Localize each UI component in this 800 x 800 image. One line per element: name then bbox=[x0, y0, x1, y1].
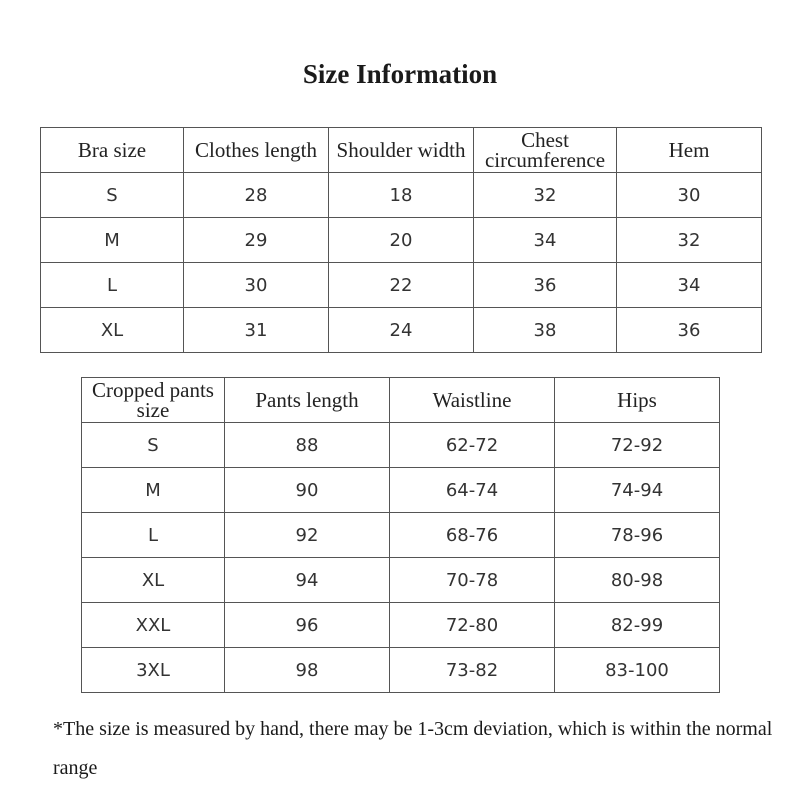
table-cell: 94 bbox=[225, 558, 390, 603]
header-cell: Hem bbox=[617, 128, 762, 173]
table-row bbox=[41, 308, 762, 353]
table-cell: 20 bbox=[329, 218, 474, 263]
table-row bbox=[82, 648, 720, 693]
table-cell: XL bbox=[41, 308, 184, 353]
table-cell: 32 bbox=[617, 218, 762, 263]
table-cell: 30 bbox=[617, 173, 762, 218]
table-row bbox=[82, 558, 720, 603]
header-cell: Bra size bbox=[41, 128, 184, 173]
table-cell: 32 bbox=[474, 173, 617, 218]
table-cell: XXL bbox=[82, 603, 225, 648]
table-cell: 92 bbox=[225, 513, 390, 558]
table-cell: 82-99 bbox=[555, 603, 720, 648]
bra-size-table bbox=[40, 127, 762, 353]
table-row bbox=[82, 468, 720, 513]
table-row bbox=[41, 218, 762, 263]
table-cell: 90 bbox=[225, 468, 390, 513]
table-cell: 73-82 bbox=[390, 648, 555, 693]
pants-size-table bbox=[81, 377, 720, 693]
table-cell: 80-98 bbox=[555, 558, 720, 603]
table-cell: 34 bbox=[474, 218, 617, 263]
table-cell: 30 bbox=[184, 263, 329, 308]
table-cell: 29 bbox=[184, 218, 329, 263]
header-cell: Hips bbox=[555, 378, 720, 423]
table-header-row bbox=[82, 378, 720, 423]
table-cell: 96 bbox=[225, 603, 390, 648]
table-cell: 78-96 bbox=[555, 513, 720, 558]
page-title: Size Information bbox=[302, 59, 498, 89]
header-cell: Chest circumference bbox=[474, 128, 617, 173]
header-cell: Shoulder width bbox=[329, 128, 474, 173]
table-cell: S bbox=[41, 173, 184, 218]
table-cell: L bbox=[82, 513, 225, 558]
table-cell: 24 bbox=[329, 308, 474, 353]
table-cell: 62-72 bbox=[390, 423, 555, 468]
table-cell: 18 bbox=[329, 173, 474, 218]
table-cell: 98 bbox=[225, 648, 390, 693]
table-cell: 70-78 bbox=[390, 558, 555, 603]
header-cell: Clothes length bbox=[184, 128, 329, 173]
table-cell: 36 bbox=[474, 263, 617, 308]
table-row bbox=[82, 603, 720, 648]
table-cell: M bbox=[82, 468, 225, 513]
table-row bbox=[41, 173, 762, 218]
table-cell: 36 bbox=[617, 308, 762, 353]
measurement-note: *The size is measured by hand, there may be 1-3cm deviation, which is within the normal range bbox=[53, 718, 773, 779]
table-cell: 64-74 bbox=[390, 468, 555, 513]
table-cell: 72-92 bbox=[555, 423, 720, 468]
table-cell: 22 bbox=[329, 263, 474, 308]
header-cell: Cropped pants size bbox=[82, 378, 225, 423]
table-cell: 38 bbox=[474, 308, 617, 353]
table-cell: 68-76 bbox=[390, 513, 555, 558]
header-cell: Pants length bbox=[225, 378, 390, 423]
table-cell: 31 bbox=[184, 308, 329, 353]
table-cell: M bbox=[41, 218, 184, 263]
table-cell: L bbox=[41, 263, 184, 308]
header-cell: Waistline bbox=[390, 378, 555, 423]
table-cell: 28 bbox=[184, 173, 329, 218]
table-cell: 88 bbox=[225, 423, 390, 468]
table-row bbox=[82, 423, 720, 468]
table-row bbox=[41, 263, 762, 308]
table-cell: 3XL bbox=[82, 648, 225, 693]
table-cell: 34 bbox=[617, 263, 762, 308]
table-row bbox=[82, 513, 720, 558]
table-cell: S bbox=[82, 423, 225, 468]
table-cell: 72-80 bbox=[390, 603, 555, 648]
table-cell: 83-100 bbox=[555, 648, 720, 693]
table-cell: XL bbox=[82, 558, 225, 603]
table-cell: 74-94 bbox=[555, 468, 720, 513]
table-header-row bbox=[41, 128, 762, 173]
